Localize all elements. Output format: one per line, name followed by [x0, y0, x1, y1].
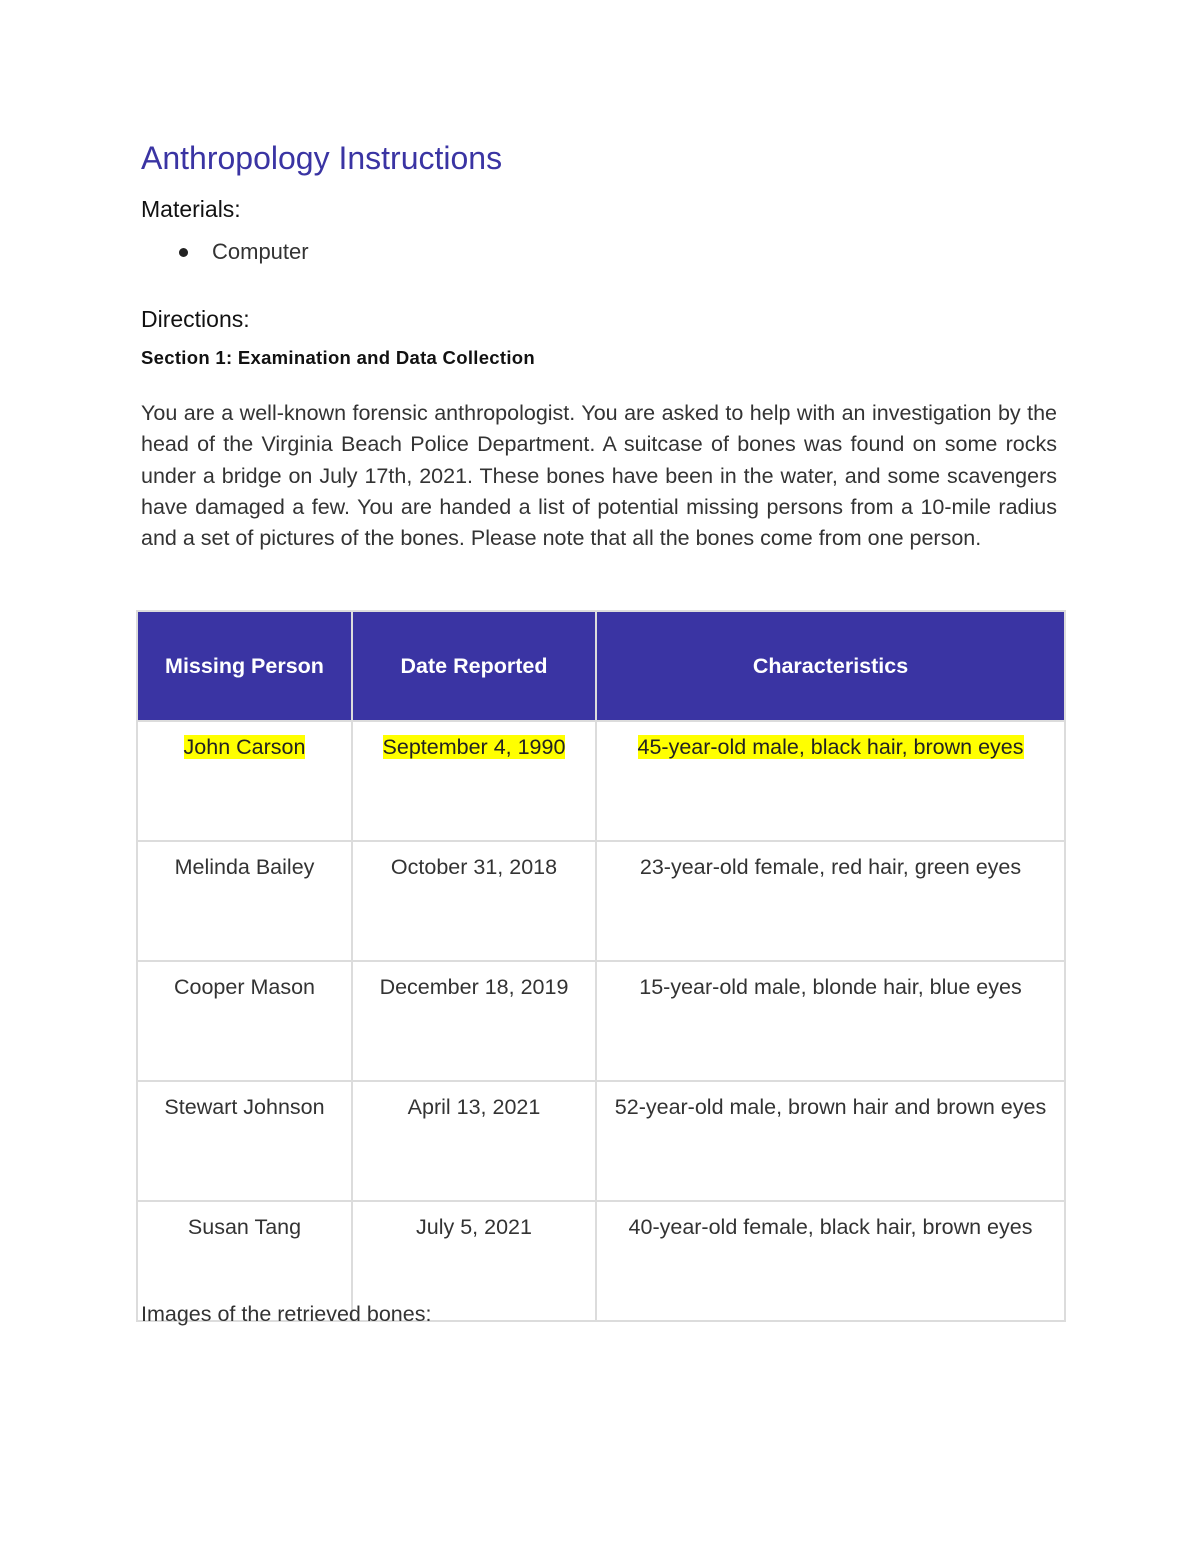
bullet-icon: [179, 248, 188, 257]
cell-characteristics: 15-year-old male, blonde hair, blue eyes: [596, 961, 1065, 1081]
cell-date: [352, 721, 596, 841]
materials-list: [141, 238, 309, 266]
cell-characteristics: 52-year-old male, brown hair and brown eyes: [596, 1081, 1065, 1201]
table-header-row: [137, 611, 1065, 721]
list-item: [141, 238, 309, 266]
cell-characteristics: 23-year-old female, red hair, green eyes: [596, 841, 1065, 961]
table-row: [137, 721, 1065, 841]
cell-date: October 31, 2018: [352, 841, 596, 961]
material-label: Computer: [212, 239, 309, 264]
highlighted-text: September 4, 1990: [382, 735, 566, 759]
highlighted-text: John Carson: [183, 735, 306, 759]
table-row: [137, 1081, 1065, 1201]
cell-date: July 5, 2021: [352, 1201, 596, 1321]
cell-characteristics: [596, 721, 1065, 841]
cell-date: December 18, 2019: [352, 961, 596, 1081]
section-heading: Section 1: Examination and Data Collection: [141, 347, 535, 368]
header-date-reported: Date Reported: [352, 611, 596, 721]
directions-heading: Directions:: [141, 306, 250, 332]
missing-persons-table: [136, 610, 1066, 1322]
cell-name: [137, 721, 352, 841]
highlighted-text: 45-year-old male, black hair, brown eyes: [637, 735, 1024, 759]
cell-name: Stewart Johnson: [137, 1081, 352, 1201]
cell-date: April 13, 2021: [352, 1081, 596, 1201]
intro-paragraph: You are a well-known forensic anthropologist. You are asked to help with an investigation by the head of the Virginia Beach Police Department. A suitcase of bones was found on some rocks under a bridge on July 17th, 2021. These bones have been in the water, and some scavengers have damaged a few. You are handed a list of potential missing persons from a 10-mile radius and a set of pictures of the bones. Please note that all the bones come from one person.: [141, 401, 1057, 551]
cell-name: Cooper Mason: [137, 961, 352, 1081]
materials-heading: Materials:: [141, 196, 241, 222]
cell-name: Susan Tang: [137, 1201, 352, 1321]
cell-name: Melinda Bailey: [137, 841, 352, 961]
header-characteristics: Characteristics: [596, 611, 1065, 721]
page-title: Anthropology Instructions: [141, 140, 503, 176]
images-caption: Images of the retrieved bones:: [141, 1302, 432, 1326]
table-row: [137, 961, 1065, 1081]
header-missing-person: Missing Person: [137, 611, 352, 721]
cell-characteristics: 40-year-old female, black hair, brown eyes: [596, 1201, 1065, 1321]
table-row: [137, 841, 1065, 961]
